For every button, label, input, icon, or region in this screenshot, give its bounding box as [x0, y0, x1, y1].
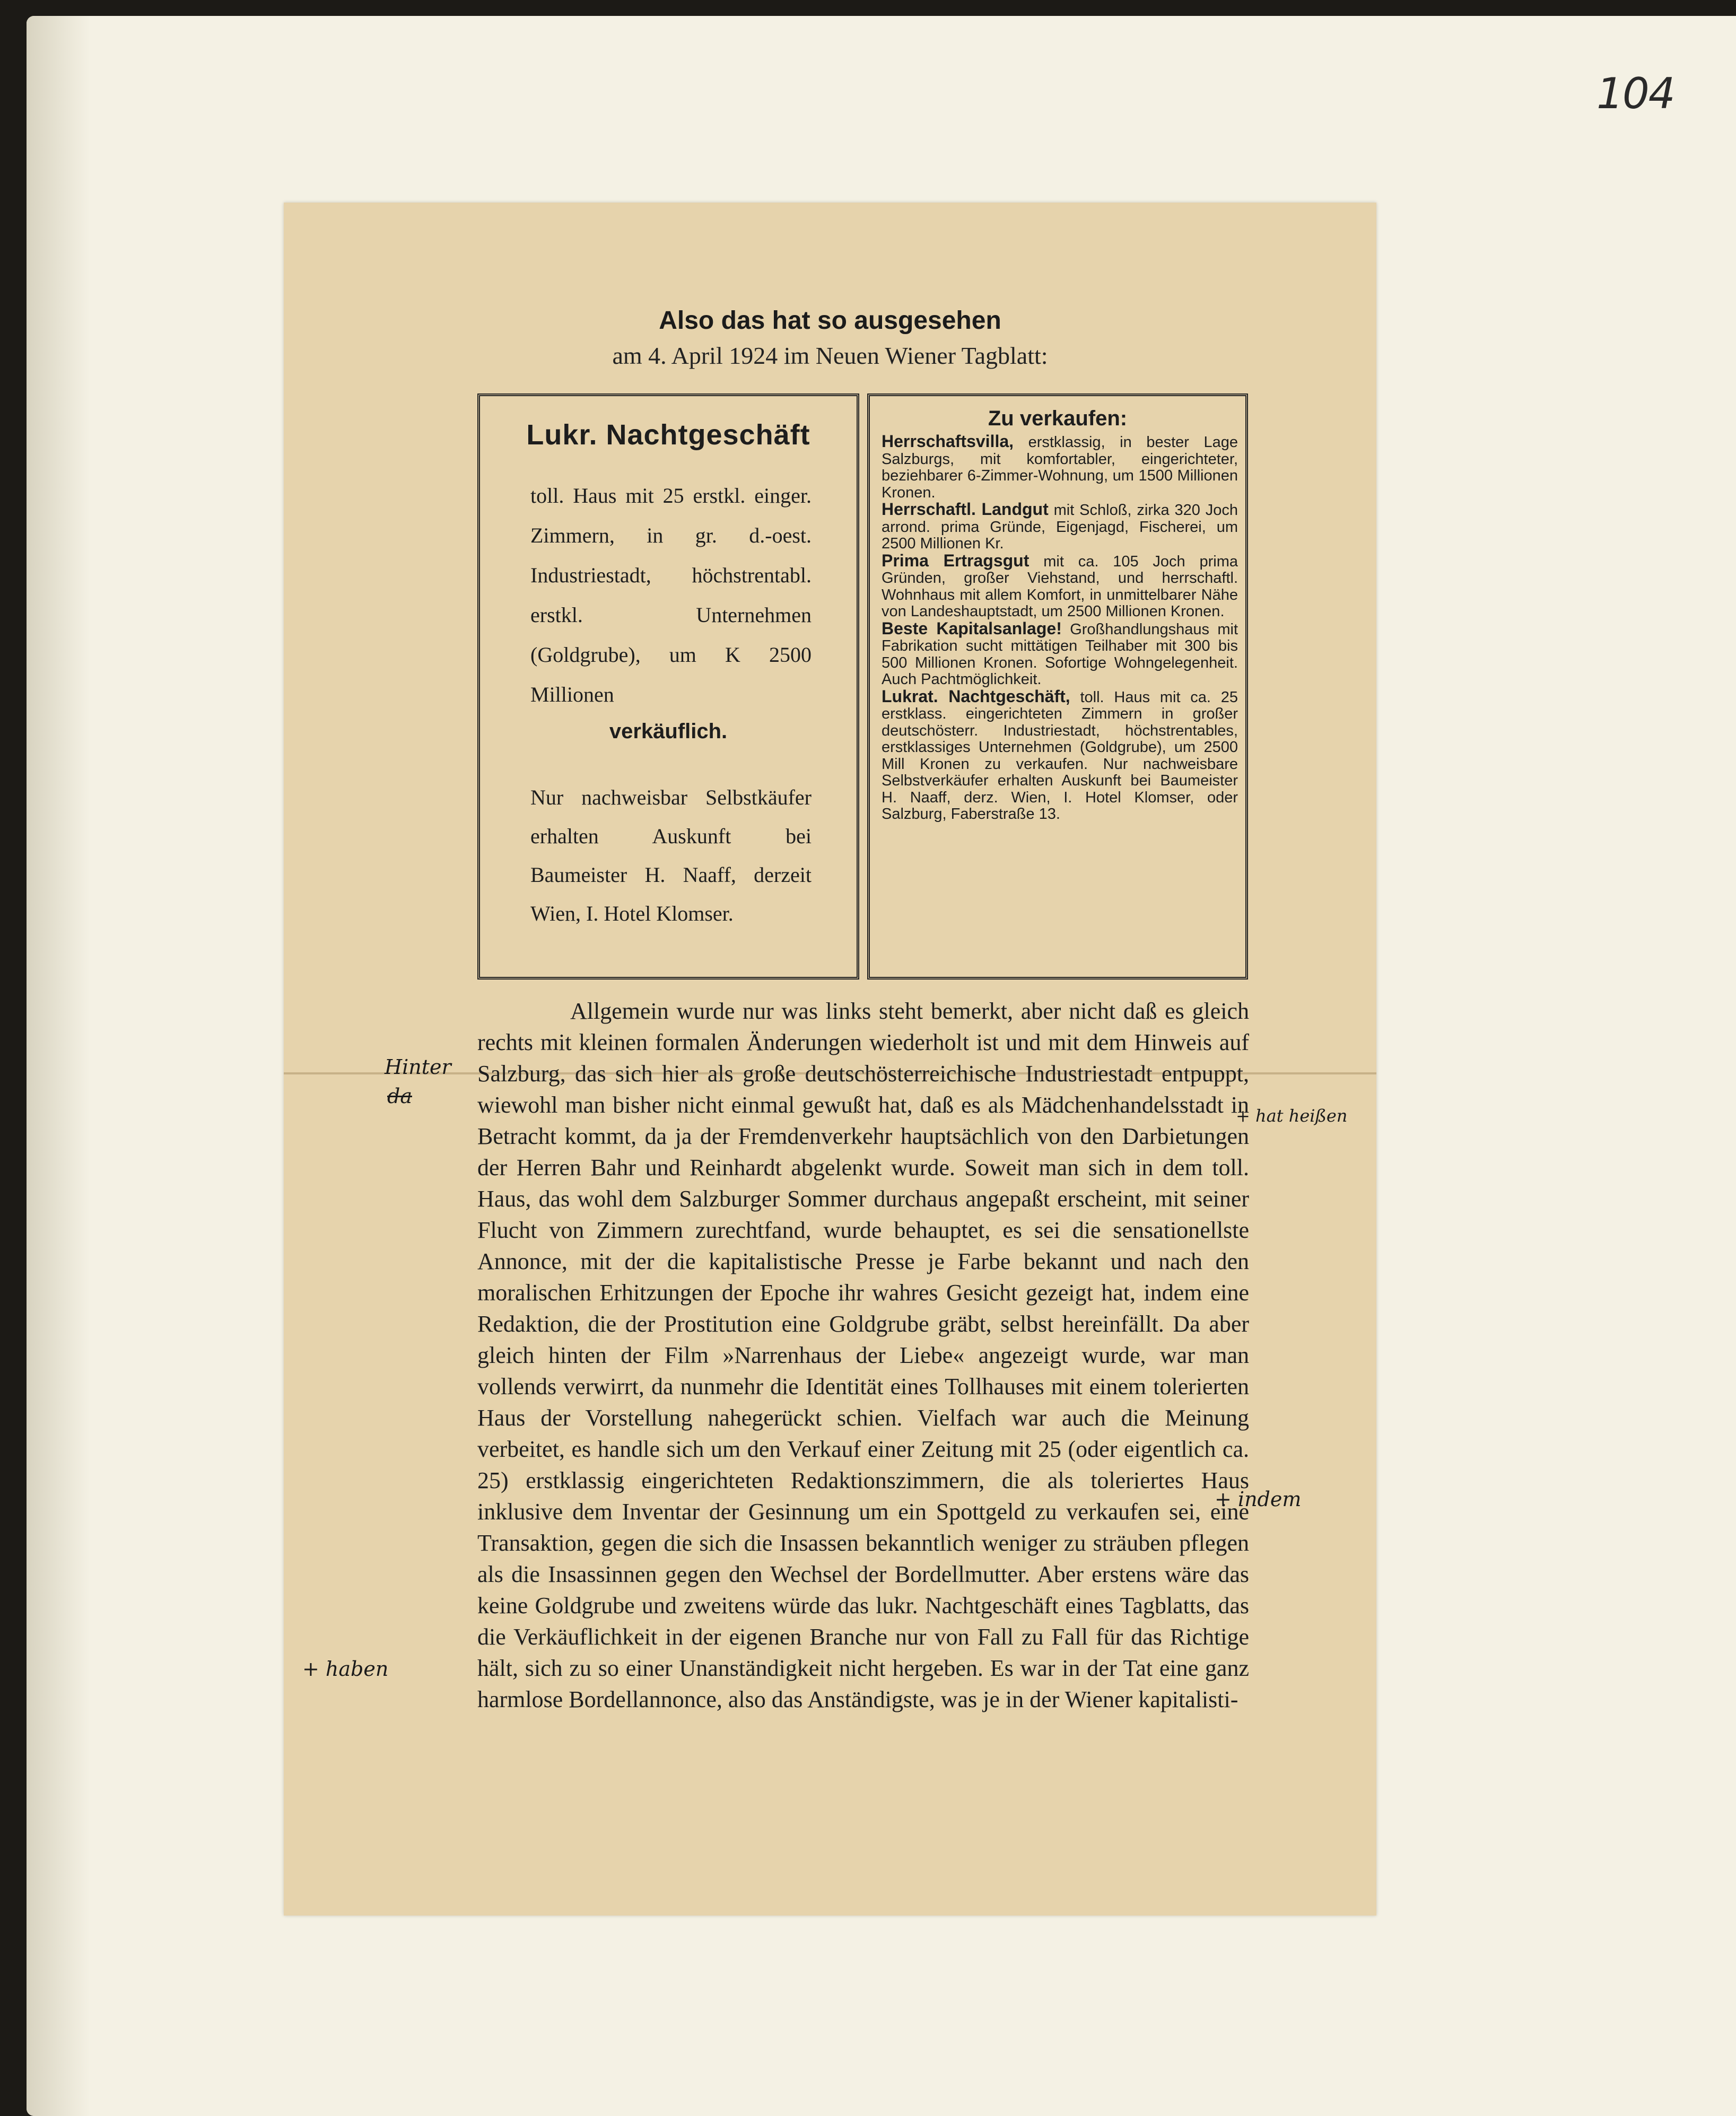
ad-right-item-text: mit ca. 105 Joch prima Gründen, großer Viehstand, und herrschaftl. Wohnhaus mit allem Komfort, in unmittelbarer Nähe von Landeshauptstadt, um 2500 Millionen Kronen. — [882, 553, 1238, 620]
clipping-subheading: am 4. April 1924 im Neuen Wiener Tagblatt: — [612, 342, 1048, 369]
ad-right-item-head: Prima Ertragsgut — [882, 550, 1030, 570]
margin-annotation-5: + haben — [302, 1657, 389, 1681]
article-paragraph: Allgemein wurde nur was links steht bemerkt, aber nicht daß es gleich rechts mit kleinen formalen Änderungen wiederholt ist und mit dem Hinweis auf Salzburg, das sich hier als große deutschösterreichische Industriestadt entpuppt, wiewohl man bisher nicht einmal gewußt hat, daß es als Mädchenhandelsstadt in Betracht kommt, da ja der Fremdenverkehr hauptsächlich von den Darbietungen der Herren Bahr und Reinhardt abgelenkt wurde. Soweit man sich in dem toll. Haus, das wohl dem Salzburger Sommer durchaus angepaßt erscheint, mit seiner Flucht von Zimmern zurechtfand, wurde behauptet, es sei die sensationellste Annonce, mit der die kapitalistische Presse je Farbe bekannt und nach den moralischen Erhitzungen der Epoche ihr wahres Gesicht gezeigt hat, indem eine Redaktion, die der Prostitution eine Goldgrube gräbt, selbst hereinfällt. Da aber gleich hinten der Film »Narrenhaus der Liebe« angezeigt wurde, war man vollends verwirrt, da nunmehr die Identität eines Tollhauses mit einem tolerierten Haus der Vorstellung nahegerückt schien. Vielfach war auch die Meinung verbeitet, es handle sich um den Verkauf einer Zeitung mit 25 (oder eigentlich ca. 25) erstklassig eingerichteten Redaktionszimmern, die als toleriertes Haus inklusive dem Inventar der Gesinnung um ein Spottgeld zu verkaufen sei, eine Transaktion, gegen die sich die Insassen bekanntlich weniger zu sträuben pflegen als die Insassinnen gegen den Wechsel der Bordellmutter. Aber erstens wäre das keine Goldgrube und zweitens würde das lukr. Nachtgeschäft eines Tagblatts, das die Verkäuflichkeit in der eigenen Branche nur von Fall zu Fall für das Richtige hält, sich zu so einer Unanständigkeit nicht hergeben. Es war in der Tat eine ganz harmlose Bordellannonce, also das Anständigste, was je in der Wiener kapitalisti- — [477, 998, 1249, 1712]
ad-right-item — [882, 550, 1238, 620]
ad-left — [477, 394, 859, 980]
ad-right — [867, 394, 1248, 980]
page-gutter — [27, 16, 90, 2116]
ad-right-title: Zu verkaufen: — [988, 407, 1128, 430]
ad-right-item-head: Beste Kapitalsanlage! — [882, 618, 1062, 638]
margin-annotation-2: da — [387, 1085, 412, 1108]
ad-right-item-text: Großhandlungshaus mit Fabrikation sucht mittätigen Teilhaber mit 300 bis 500 Millionen Kronen. Sofortige Wohngelegenheit. Auch Pachtmöglichkeit. — [882, 620, 1238, 688]
ad-right-body — [882, 433, 1238, 823]
ad-right-item — [882, 620, 1238, 688]
ad-right-item-head: Herrschaftl. Landgut — [882, 500, 1049, 519]
ad-left-body: toll. Haus mit 25 erstkl. einger. Zimmern, in gr. d.-oest. Industriestadt, höchstrentabl. erstkl. Unternehmen (Goldgrube), um K 2500 Millionen — [530, 484, 812, 706]
ad-left-cta: verkäuflich. — [609, 720, 728, 743]
ad-left-contact: Nur nachweisbar Selbstkäufer erhalten Auskunft bei Baumeister H. Naaff, derzeit Wien, I. Hotel Klomser. — [530, 785, 812, 925]
page-number: 104 — [1597, 69, 1674, 118]
margin-annotation-1: Hinter — [385, 1055, 451, 1079]
ad-right-item-head: Herrschaftsvilla, — [882, 432, 1014, 451]
ad-right-item — [882, 501, 1238, 553]
ad-right-item — [882, 688, 1238, 823]
clipping-heading: Also das hat so ausgesehen — [659, 307, 1001, 335]
margin-annotation-4: + indem — [1215, 1488, 1302, 1511]
ad-right-item-text: toll. Haus mit ca. 25 erstklass. eingerichteten Zimmern in großer deutschösterr. Industriestadt, höchstrentables, erstklassiges Unternehmen (Goldgrube), um 2500 Mill Kronen zu verkaufen. Nur nachweisbare Selbstverkäufer erhalten Auskunft bei Baumeister H. Naaff, derz. Wien, I. Hotel Klomser, oder Salzburg, Faberstraße 13. — [882, 688, 1238, 823]
ad-right-item-text: mit Schloß, zirka 320 Joch arrond. prima Gründe, Eigenjagd, Fischerei, um 2500 Millionen Kr. — [882, 502, 1238, 552]
margin-annotation-3: + hat heißen — [1236, 1106, 1348, 1126]
article-text — [477, 995, 1249, 1715]
ad-right-item-head: Lukrat. Nachtgeschäft, — [882, 686, 1070, 706]
ad-right-item-text: erstklassig, in bester Lage Salzburgs, mit komfortabler, eingerichteter, beziehbarer 6-Zimmer-Wohnung, um 1500 Millionen Kronen. — [882, 434, 1238, 501]
ad-left-title: Lukr. Nachtgeschäft — [526, 419, 810, 451]
ad-right-item — [882, 433, 1238, 501]
